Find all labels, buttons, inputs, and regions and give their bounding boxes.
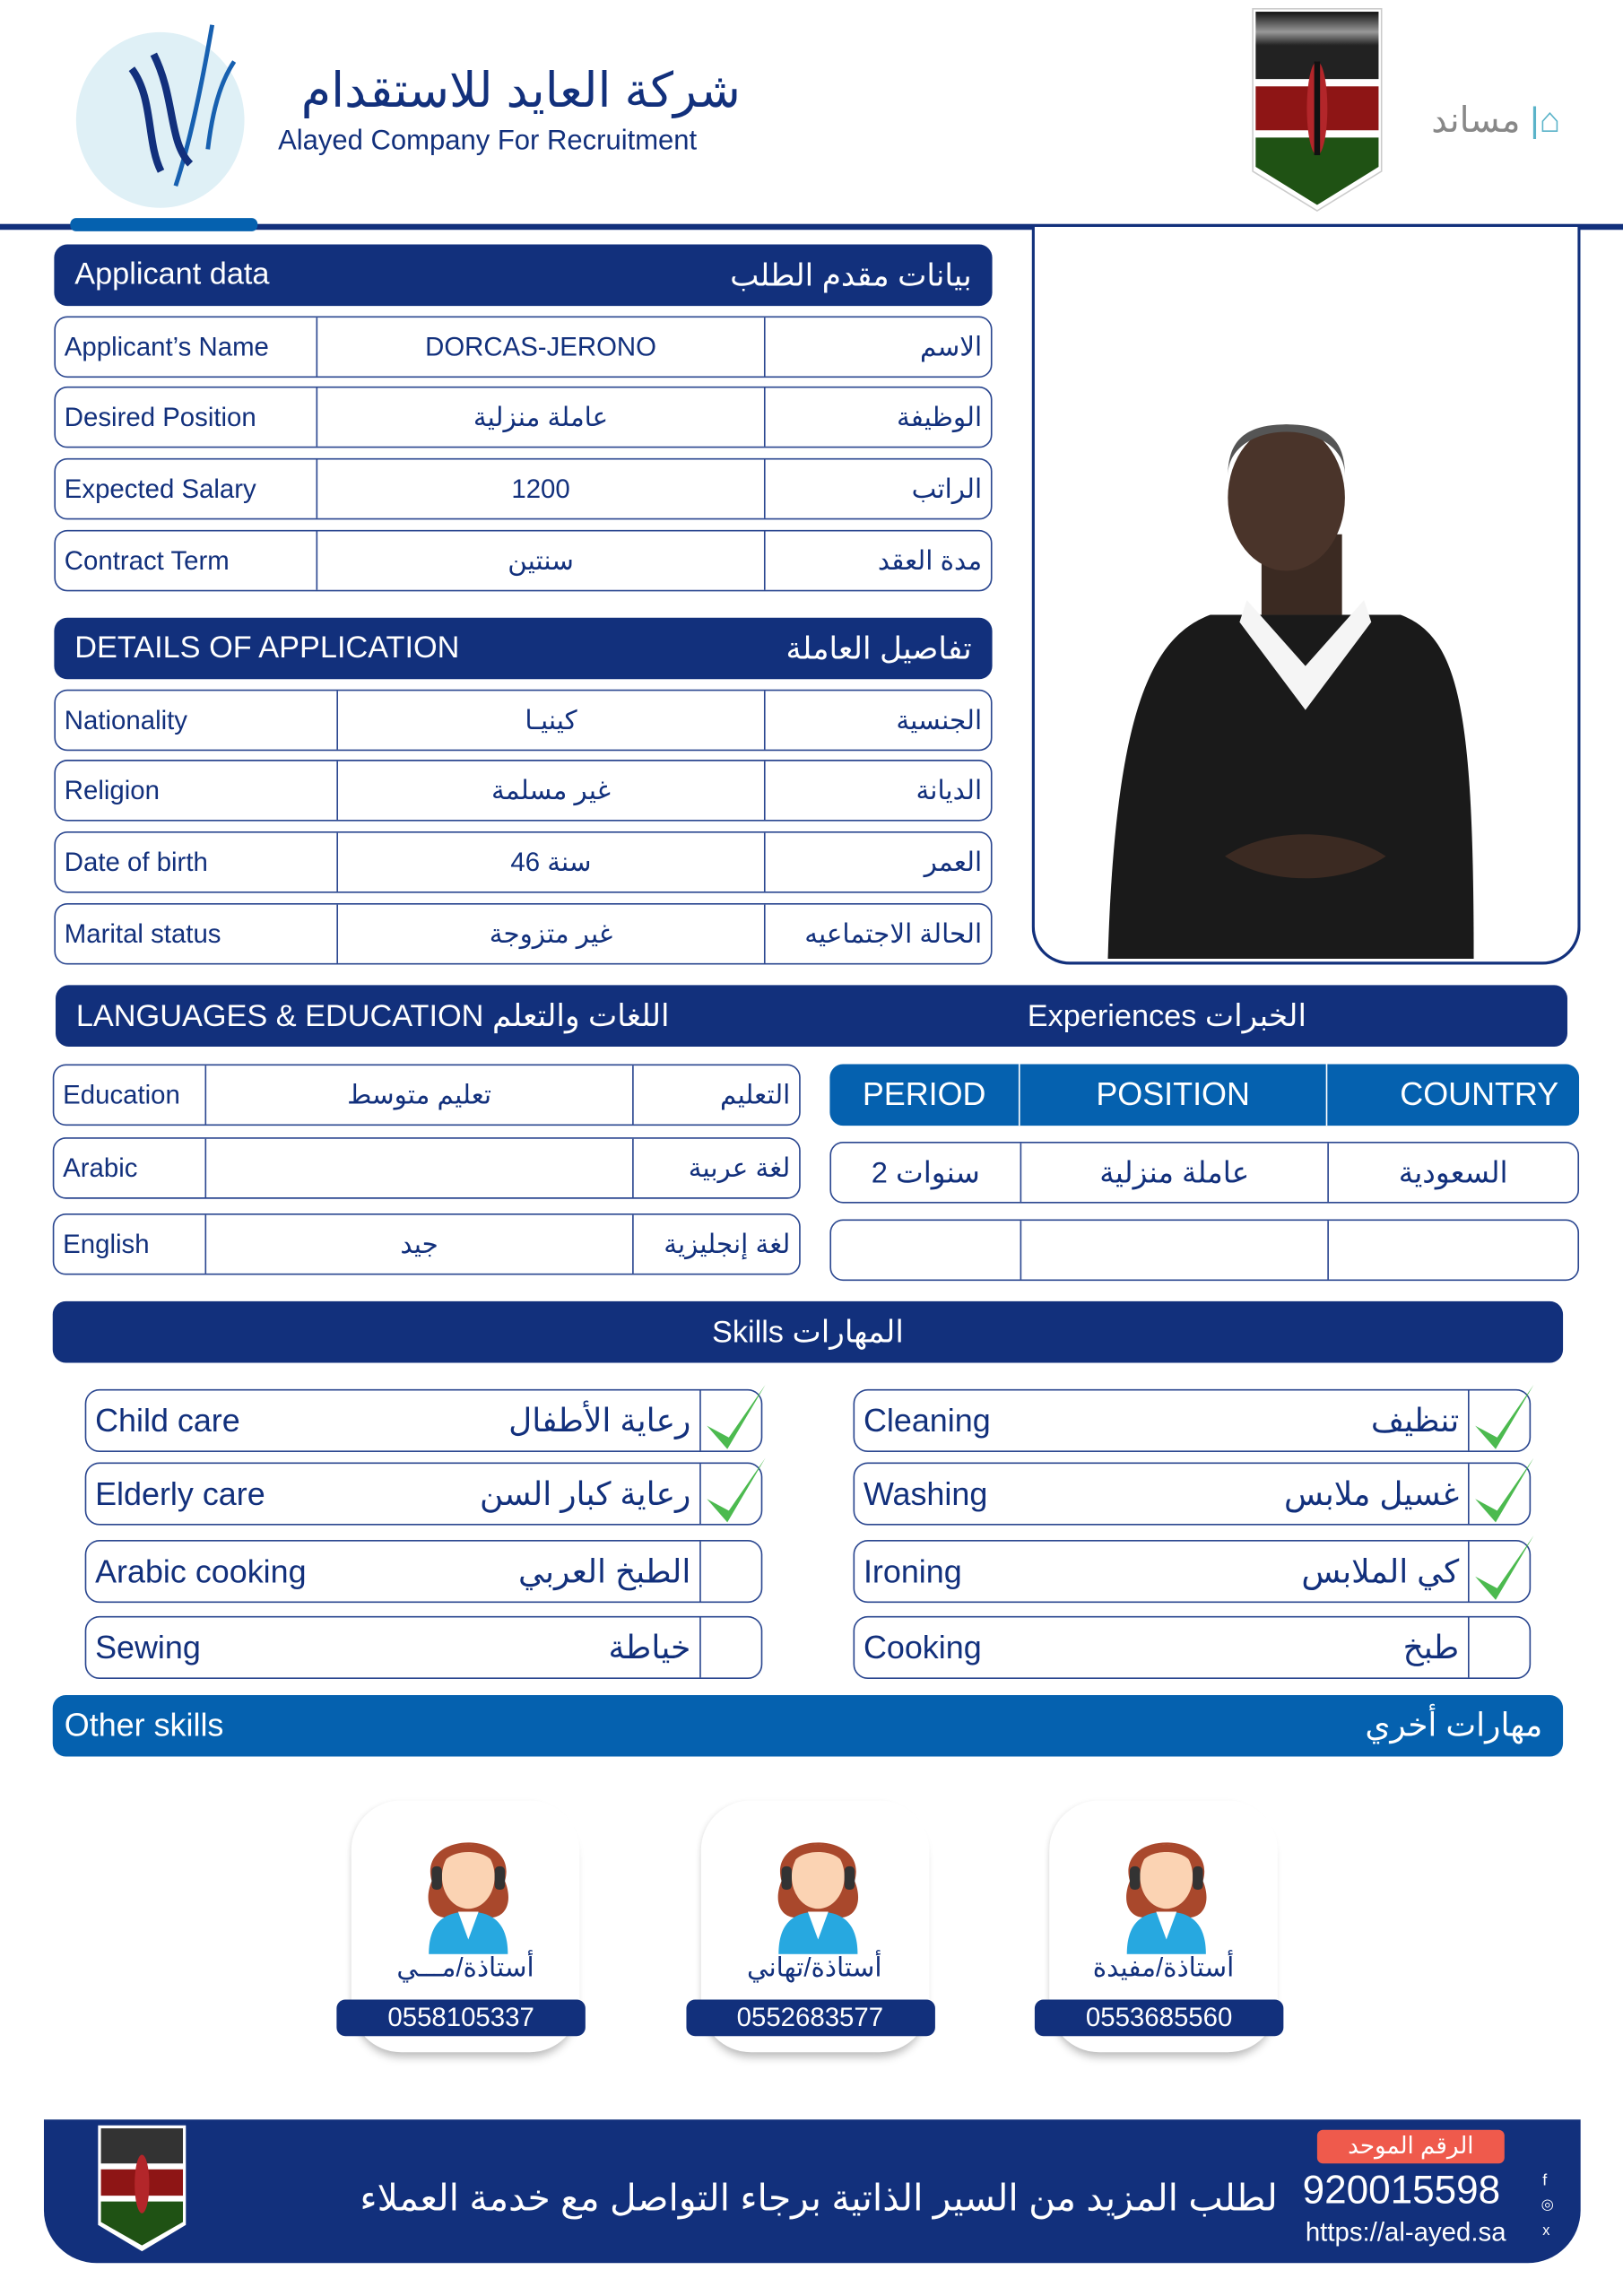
- applicant-row: [54, 317, 992, 378]
- skills-header: Skills المهارات: [53, 1301, 1563, 1363]
- field-label-en: Religion: [56, 761, 338, 820]
- company-logo: [76, 32, 245, 208]
- checkmark-icon: [704, 1455, 768, 1531]
- skill-label-ar: كي الملابس: [1301, 1552, 1460, 1589]
- support-agent-avatar: [1115, 1815, 1218, 1954]
- contact-card: [352, 1800, 580, 2052]
- skill-label-ar: تنظيف: [1370, 1401, 1460, 1439]
- field-label-ar: الوظيفة: [896, 402, 983, 431]
- skill-item: [854, 1616, 1532, 1679]
- skill-item: [854, 1389, 1532, 1452]
- x-icon[interactable]: x: [1542, 2223, 1550, 2240]
- skill-label-ar: رعاية كبار السن: [479, 1474, 691, 1512]
- details-row: [54, 903, 992, 965]
- field-label-ar: مدة العقد: [877, 544, 983, 575]
- field-label-ar: الاسم: [920, 331, 983, 361]
- field-label-ar: لغة عربية: [688, 1152, 791, 1182]
- skill-label-en: Cooking: [863, 1628, 982, 1665]
- support-agent-avatar: [766, 1815, 868, 1954]
- skill-label-ar: الطبخ العربي: [518, 1552, 691, 1589]
- experiences-table-header: [829, 1065, 1579, 1126]
- field-value: عاملة منزلية: [317, 388, 765, 447]
- applicant-row: [54, 458, 992, 520]
- experience-row: [829, 1142, 1579, 1204]
- header-position: POSITION: [1020, 1065, 1328, 1126]
- applicant-title-en: Applicant data: [74, 257, 270, 291]
- skill-label-en: Child care: [95, 1401, 240, 1439]
- skill-item: [85, 1616, 763, 1679]
- field-label-en: Contract Term: [56, 531, 317, 589]
- company-name-ar: شركة العايد للاستقدام: [300, 63, 741, 117]
- field-value: جيد: [206, 1215, 634, 1274]
- field-value: سنتين: [317, 531, 765, 589]
- skill-checkbox[interactable]: [1468, 1617, 1530, 1677]
- details-section-header: [54, 618, 992, 680]
- period-cell: [831, 1221, 1021, 1279]
- header-period: PERIOD: [829, 1065, 1020, 1126]
- field-value: غير مسلمة: [338, 761, 766, 820]
- skill-checkbox[interactable]: [1468, 1542, 1530, 1602]
- field-value: 46 سنة: [338, 833, 766, 891]
- skill-label-ar: غسيل ملابس: [1283, 1474, 1460, 1512]
- contact-name: أستاذة/تهاني: [746, 1952, 882, 1982]
- contact-name: أستاذة/مفيدة: [1092, 1952, 1235, 1982]
- position-cell: عاملة منزلية: [1021, 1144, 1329, 1202]
- checkmark-icon: [1472, 1533, 1537, 1609]
- skill-label-ar: خياطة: [608, 1628, 691, 1665]
- field-value: غير متزوجة: [338, 905, 766, 963]
- field-value: 1200: [317, 459, 765, 517]
- field-label-en: Education: [54, 1065, 206, 1124]
- facebook-icon[interactable]: f: [1542, 2172, 1548, 2190]
- skill-item: [854, 1540, 1532, 1603]
- field-value: كينيـا: [338, 691, 766, 749]
- other-skills-title-en: Other skills: [64, 1707, 224, 1744]
- footer-phone[interactable]: 920015598: [1302, 2168, 1501, 2213]
- skill-label-en: Washing: [863, 1474, 988, 1512]
- field-label-en: Marital status: [56, 905, 338, 963]
- contact-phone[interactable]: 0553685560: [1035, 1999, 1283, 2036]
- checkmark-icon: [704, 1382, 768, 1458]
- applicant-row: [54, 387, 992, 448]
- applicant-row: [54, 530, 992, 592]
- kenya-flag-banner: [1247, 3, 1388, 215]
- header-divider-accent: [70, 218, 257, 231]
- experiences-title: Experiences الخبرات: [1027, 998, 1307, 1033]
- country-cell: [1329, 1221, 1577, 1279]
- field-label-en: Arabic: [54, 1139, 206, 1197]
- field-label-en: Date of birth: [56, 833, 338, 891]
- skill-item: [85, 1389, 763, 1452]
- language-row: [53, 1213, 801, 1275]
- field-label-en: Desired Position: [56, 388, 317, 447]
- applicant-photo: [1032, 227, 1581, 965]
- field-value: [206, 1139, 634, 1197]
- languages-title: LANGUAGES & EDUCATION اللغات والتعلم: [75, 998, 670, 1033]
- field-label-ar: الحالة الاجتماعيه: [804, 918, 983, 948]
- skill-item: [85, 1462, 763, 1525]
- position-cell: [1021, 1221, 1329, 1279]
- field-label-ar: الديانة: [916, 775, 983, 804]
- details-row: [54, 690, 992, 752]
- languages-experiences-header: [56, 985, 1567, 1047]
- skill-label-en: Ironing: [863, 1552, 962, 1589]
- other-skills-title-ar: مهارات أخري: [1365, 1707, 1543, 1744]
- footer-message: لطلب المزيد من السير الذاتية برجاء التواصل مع خدمة العملاء: [360, 2178, 1278, 2220]
- skill-checkbox[interactable]: [699, 1617, 761, 1677]
- support-agent-avatar: [417, 1815, 519, 1954]
- header-country: COUNTRY: [1400, 1075, 1559, 1113]
- field-label-ar: الراتب: [911, 473, 983, 503]
- applicant-section-header: [54, 245, 992, 307]
- field-label-en: Nationality: [56, 691, 338, 749]
- language-row: [53, 1137, 801, 1199]
- skill-label-en: Arabic cooking: [95, 1552, 307, 1589]
- footer-banner: [44, 2119, 1581, 2263]
- footer-url[interactable]: https://al-ayed.sa: [1305, 2217, 1506, 2248]
- musaned-logo: مساند |⌂: [1431, 100, 1561, 141]
- contact-phone[interactable]: 0552683577: [686, 1999, 934, 2036]
- country-cell: السعودية: [1398, 1157, 1508, 1190]
- company-name-en: Alayed Company For Recruitment: [278, 126, 698, 157]
- field-label-ar: لغة إنجليزية: [664, 1229, 791, 1258]
- contact-name: أستاذة/مـــي: [396, 1952, 534, 1982]
- contact-card: [1049, 1800, 1278, 2052]
- skill-item: [854, 1462, 1532, 1525]
- applicant-title-ar: بيانات مقدم الطلب: [730, 258, 972, 292]
- skill-checkbox[interactable]: [699, 1390, 761, 1450]
- details-row: [54, 760, 992, 822]
- checkmark-icon: [1472, 1455, 1537, 1531]
- field-label-en: Applicant’s Name: [56, 317, 317, 376]
- field-label-ar: الجنسية: [896, 704, 983, 735]
- contact-card: [700, 1800, 929, 2052]
- language-row: [53, 1065, 801, 1126]
- details-title-en: DETAILS OF APPLICATION: [74, 631, 460, 665]
- instagram-icon[interactable]: ◎: [1541, 2196, 1554, 2213]
- kenya-flag-banner-small: [95, 2123, 188, 2252]
- skill-label-ar: طبخ: [1402, 1628, 1460, 1665]
- field-label-en: English: [54, 1215, 206, 1274]
- skill-label-ar: رعاية الأطفال: [508, 1401, 691, 1439]
- skill-checkbox[interactable]: [699, 1464, 761, 1524]
- skill-checkbox[interactable]: [699, 1542, 761, 1602]
- skill-label-en: Cleaning: [863, 1401, 991, 1439]
- field-label-ar: العمر: [924, 847, 983, 876]
- other-skills-header: [53, 1695, 1563, 1757]
- details-row: [54, 831, 992, 893]
- field-label-ar: التعليم: [720, 1079, 791, 1109]
- skill-label-en: Sewing: [95, 1628, 201, 1665]
- contact-phone[interactable]: 0558105337: [336, 1999, 585, 2036]
- field-value: تعليم متوسط: [206, 1065, 634, 1124]
- skill-item: [85, 1540, 763, 1603]
- checkmark-icon: [1472, 1382, 1537, 1458]
- period-cell: 2 سنوات: [831, 1144, 1021, 1202]
- experience-row: [829, 1220, 1579, 1282]
- skill-checkbox[interactable]: [1468, 1464, 1530, 1524]
- details-title-ar: تفاصيل العاملة: [785, 631, 972, 665]
- skill-checkbox[interactable]: [1468, 1390, 1530, 1450]
- field-value: DORCAS-JERONO: [317, 317, 765, 376]
- field-label-en: Expected Salary: [56, 459, 317, 517]
- unified-number-badge: الرقم الموحد: [1317, 2130, 1505, 2164]
- skill-label-en: Elderly care: [95, 1474, 265, 1512]
